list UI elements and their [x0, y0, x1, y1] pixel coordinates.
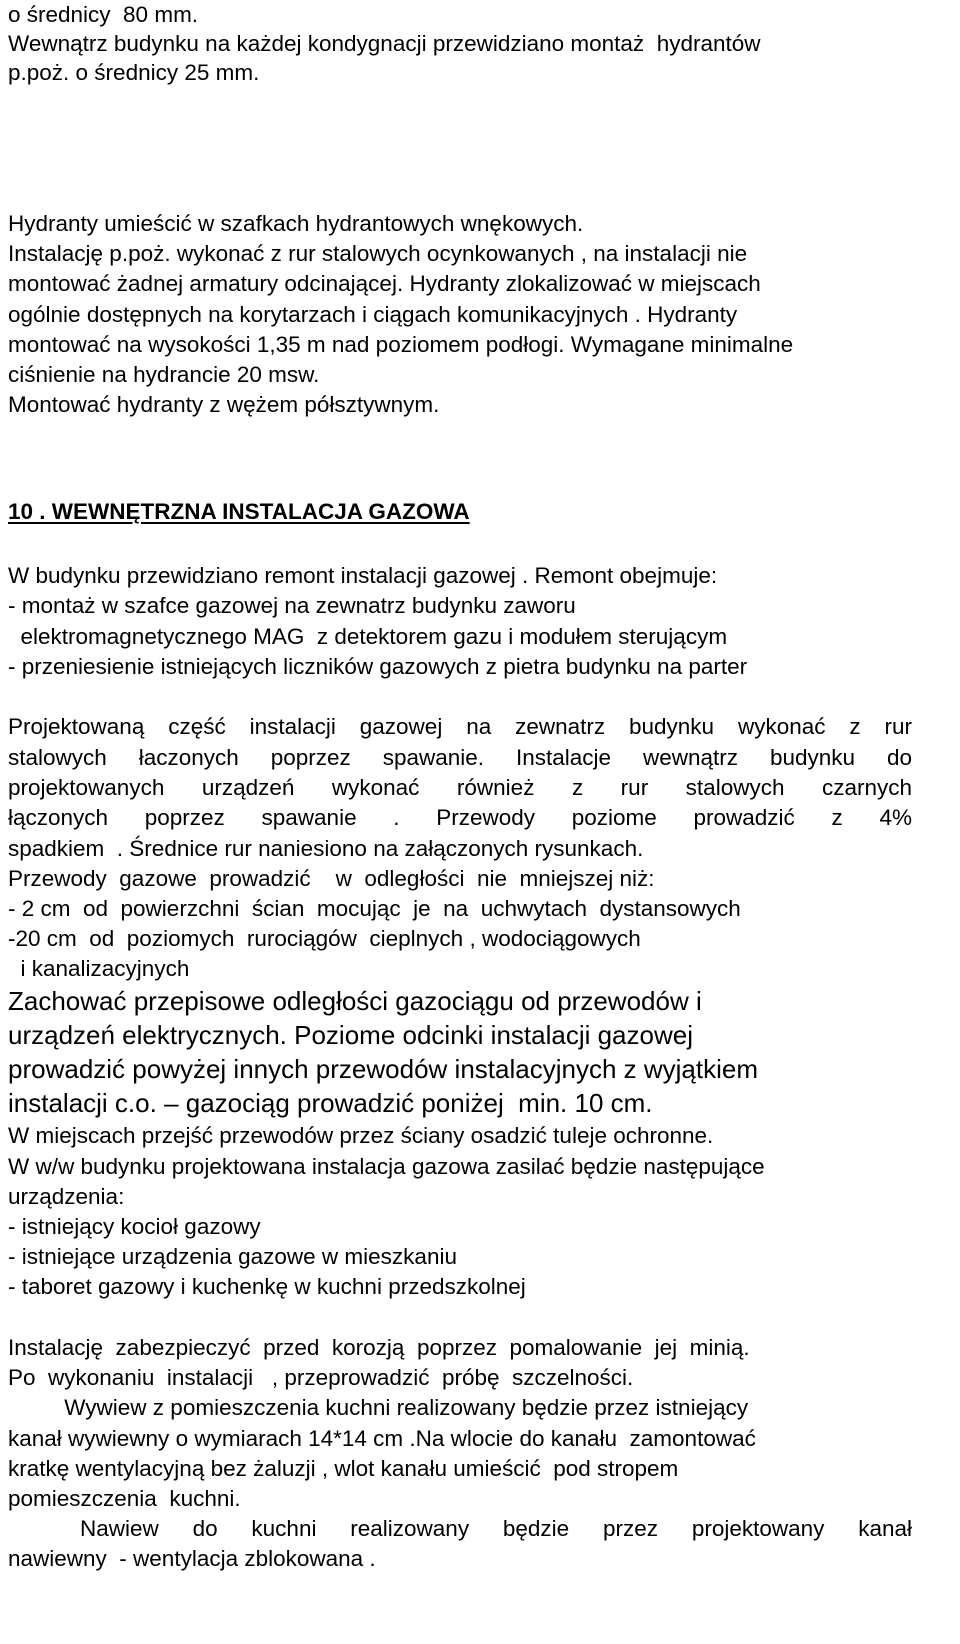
- text-line: - 2 cm od powierzchni ścian mocując je na uchwytach dystansowych: [8, 896, 741, 921]
- text-line: kanał wywiewny o wymiarach 14*14 cm .Na wlocie do kanału zamontować: [8, 1426, 756, 1451]
- text-line: nawiewny - wentylacja zblokowana .: [8, 1546, 376, 1571]
- text-line: Projektowaną część instalacji gazowej na zewnatrz budynku wykonać z rur: [8, 714, 912, 739]
- text-line: i kanalizacyjnych: [8, 956, 190, 981]
- text-line: łączonych poprzez spawanie . Przewody poziome prowadzić z 4%: [8, 805, 912, 830]
- text-line: Hydranty umieścić w szafkach hydrantowych wnękowych.: [8, 211, 584, 236]
- text-line: urządzenia:: [8, 1184, 125, 1209]
- text-line: prowadzić powyżej innych przewodów instalacyjnych z wyjątkiem: [8, 1054, 758, 1084]
- text-line: kratkę wentylacyjną bez żaluzji , wlot kanału umieścić pod stropem: [8, 1456, 679, 1481]
- text-line: Montować hydranty z wężem półsztywnym.: [8, 392, 440, 417]
- text-line: W miejscach przejść przewodów przez ściany osadzić tuleje ochronne.: [8, 1123, 714, 1148]
- text-line: W budynku przewidziano remont instalacji gazowej . Remont obejmuje:: [8, 563, 718, 588]
- text-line: - taboret gazowy i kuchenkę w kuchni przedszkolnej: [8, 1274, 526, 1299]
- text-line: - istniejący kocioł gazowy: [8, 1214, 261, 1239]
- text-line: montować na wysokości 1,35 m nad poziomem podłogi. Wymagane minimalne: [8, 332, 794, 357]
- text-line: -20 cm od poziomych rurociągów cieplnych , wodociągowych: [8, 926, 641, 951]
- text-line: urządzeń elektrycznych. Poziome odcinki instalacji gazowej: [8, 1020, 693, 1050]
- text-line: ciśnienie na hydrancie 20 msw.: [8, 362, 320, 387]
- text-line: Wywiew z pomieszczenia kuchni realizowany będzie przez istniejący: [8, 1395, 749, 1420]
- text-line: Po wykonaniu instalacji , przeprowadzić próbę szczelności.: [8, 1365, 634, 1390]
- text-line: stalowych łaczonych poprzez spawanie. Instalacje wewnątrz budynku do: [8, 745, 912, 770]
- text-line: o średnicy 80 mm.: [8, 2, 199, 27]
- text-line: elektromagnetycznego MAG z detektorem gazu i modułem sterującym: [8, 624, 728, 649]
- text-line: Zachować przepisowe odległości gazociągu od przewodów i: [8, 986, 702, 1016]
- section-heading: 10 . WEWNĘTRZNA INSTALACJA GAZOWA: [8, 499, 470, 524]
- text-line: - istniejące urządzenia gazowe w mieszkaniu: [8, 1244, 457, 1269]
- text-line: - montaż w szafce gazowej na zewnatrz budynku zaworu: [8, 593, 576, 618]
- text-line: Instalację p.poż. wykonać z rur stalowych ocynkowanych , na instalacji nie: [8, 241, 748, 266]
- text-line: pomieszczenia kuchni.: [8, 1486, 241, 1511]
- text-line: projektowanych urządzeń wykonać również z rur stalowych czarnych: [8, 775, 912, 800]
- text-line: Nawiew do kuchni realizowany będzie przez projektowany kanał: [80, 1516, 912, 1541]
- text-line: Wewnątrz budynku na każdej kondygnacji przewidziano montaż hydrantów: [8, 31, 761, 56]
- text-line: spadkiem . Średnice rur naniesiono na załączonych rysunkach.: [8, 836, 644, 861]
- text-line: W w/w budynku projektowana instalacja gazowa zasilać będzie następujące: [8, 1154, 765, 1179]
- text-line: Instalację zabezpieczyć przed korozją poprzez pomalowanie jej minią.: [8, 1335, 750, 1360]
- text-line: ogólnie dostępnych na korytarzach i ciągach komunikacyjnych . Hydranty: [8, 302, 738, 327]
- text-line: Przewody gazowe prowadzić w odległości nie mniejszej niż:: [8, 866, 655, 891]
- text-line: montować żadnej armatury odcinającej. Hydranty zlokalizować w miejscach: [8, 271, 761, 296]
- text-line: instalacji c.o. – gazociąg prowadzić poniżej min. 10 cm.: [8, 1088, 653, 1118]
- text-line: p.poż. o średnicy 25 mm.: [8, 60, 260, 85]
- text-line: - przeniesienie istniejących liczników gazowych z pietra budynku na parter: [8, 654, 748, 679]
